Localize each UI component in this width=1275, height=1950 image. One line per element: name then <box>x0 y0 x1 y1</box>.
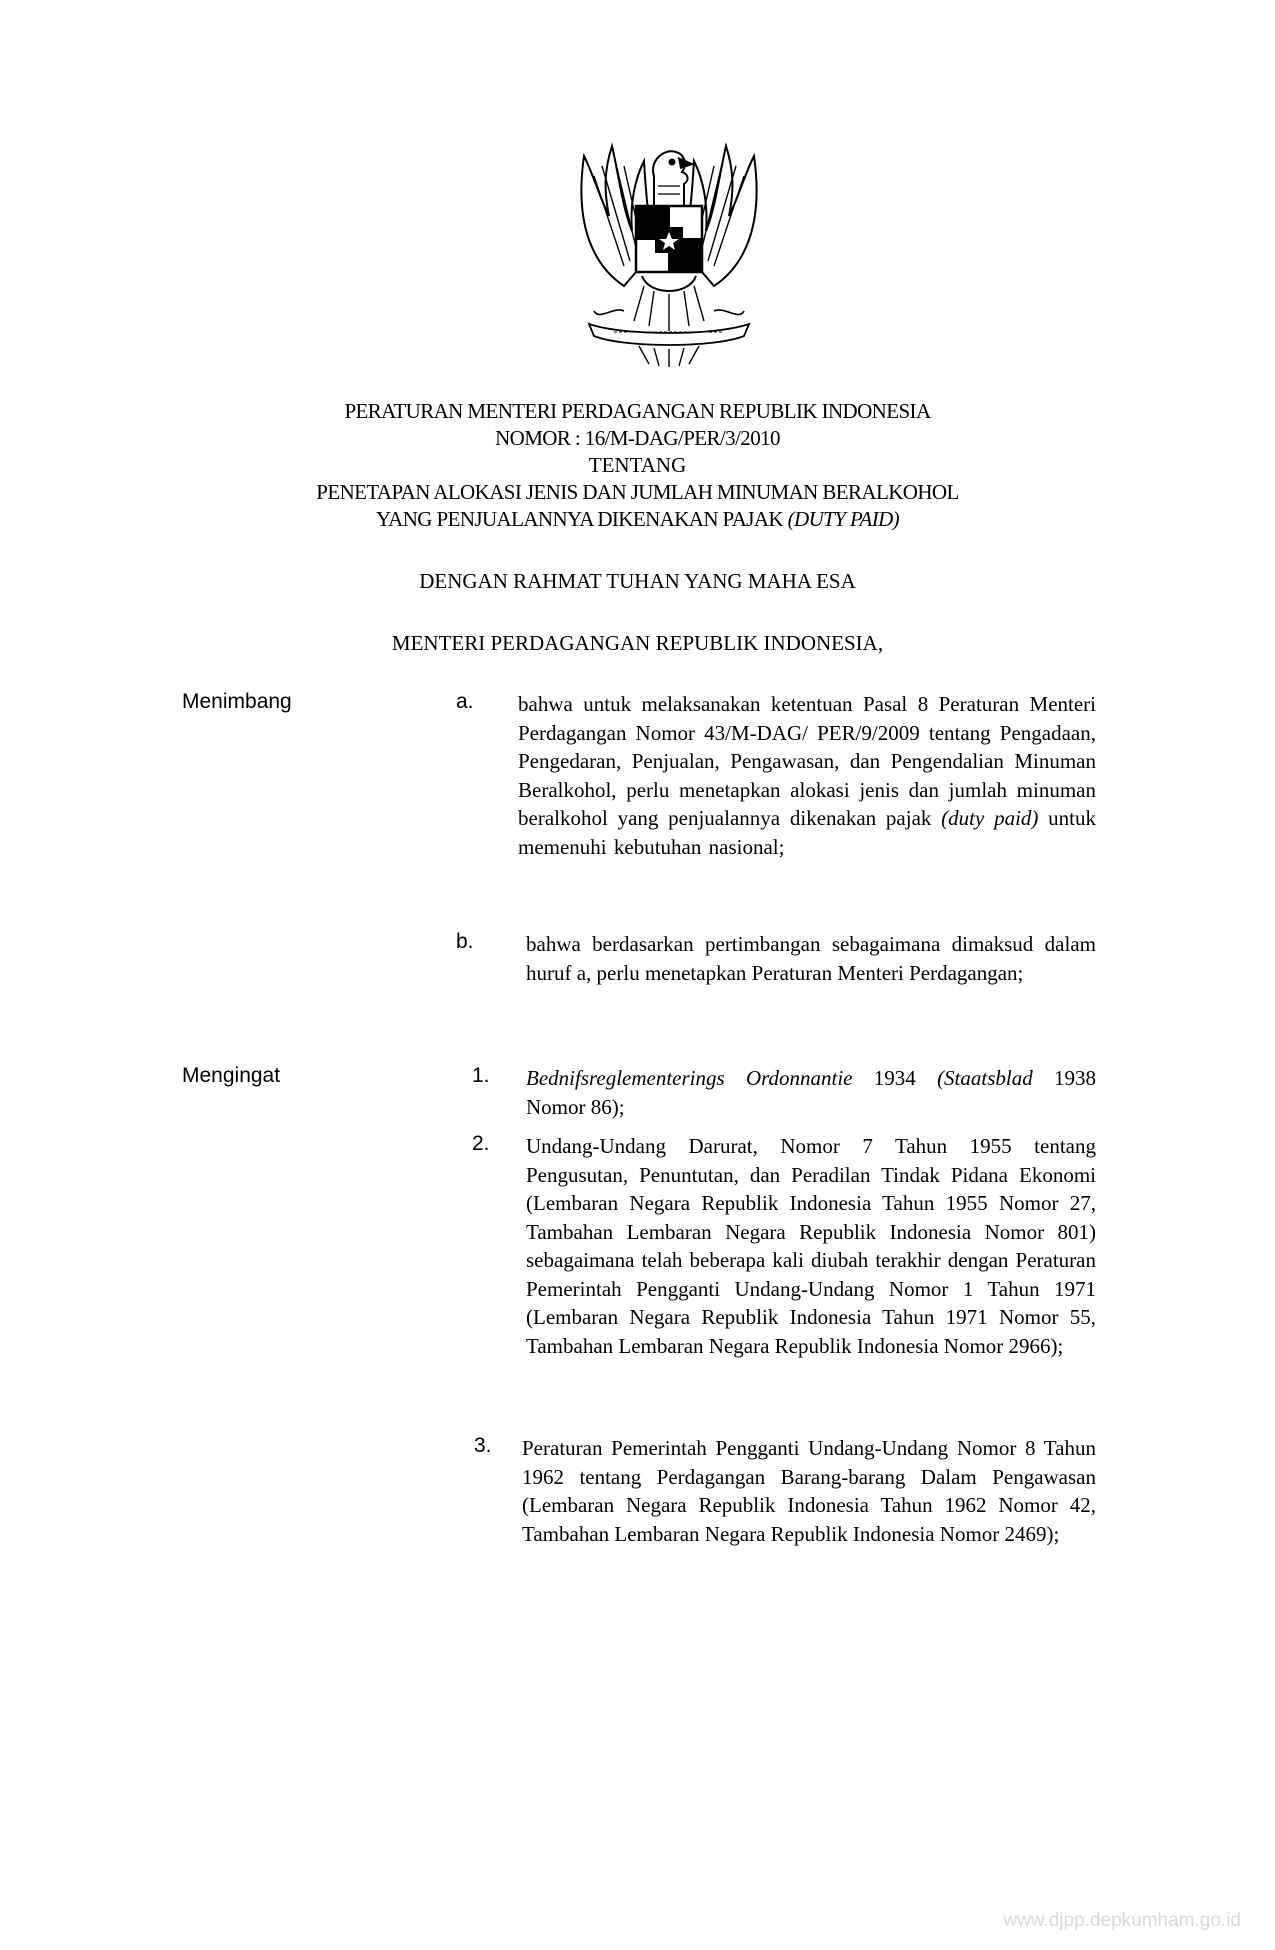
item-marker: 1. <box>472 1064 490 1087</box>
garuda-emblem-icon <box>554 136 784 368</box>
item-marker: 3. <box>474 1434 492 1457</box>
title-line-1: PERATURAN MENTERI PERDAGANGAN REPUBLIK INDONESIA <box>344 399 931 423</box>
title-line-5-prefix: YANG PENJUALANNYA DIKENAKAN PAJAK <box>375 507 788 531</box>
item-text-italic-1: Bednifsreglementerings Ordonnantie <box>526 1066 853 1090</box>
item-text-before: bahwa untuk melaksanakan ketentuan Pasal 8 Peraturan Menteri Perdagangan Nomor 43/M-DAG/ PER/9/2009 tentang Pengadaan, Pengedaran, Penjualan, Pengawasan, dan Pengendalian Minuman Beralkohol, perlu menetapkan alokasi jenis dan jumlah minuman beralkohol yang penjualannya dikenakan pajak <box>518 692 1096 830</box>
title-line-subject: PENETAPAN ALOKASI JENIS DAN JUMLAH MINUMAN BERALKOHOL <box>316 480 959 504</box>
source-url-watermark: www.djpp.depkumham.go.id <box>1003 1910 1241 1931</box>
item-text-after: 1938 Nomor 86); <box>526 1066 1097 1119</box>
item-text: Undang-Undang Darurat, Nomor 7 Tahun 1955 tentang Pengusutan, Penuntutan, dan Peradilan Tindak Pidana Ekonomi (Lembaran Negara Republik Indonesia Tahun 1955 Nomor 27, Tambahan Lembaran Negara Republik Indonesia Nomor 801) sebagaimana telah beberapa kali diubah terakhir dengan Peraturan Pemerintah Pengganti Undang-Undang Nomor 1 Tahun 1971 (Lembaran Negara Republik Indonesia Tahun 1971 Nomor 55, Tambahan Lembaran Negara Republik Indonesia Nomor 2966); <box>526 1134 1096 1358</box>
item-marker: a. <box>456 690 474 713</box>
item-text <box>526 1064 1096 1121</box>
title-line-subject-2 <box>0 506 1275 533</box>
item-marker: b. <box>456 930 474 953</box>
opening-phrase: DENGAN RAHMAT TUHAN YANG MAHA ESA <box>419 569 856 593</box>
menimbang-label: Menimbang <box>182 690 292 713</box>
title-line-tentang: TENTANG <box>588 453 687 477</box>
regulation-title-block <box>0 398 1275 533</box>
mengingat-label: Mengingat <box>182 1064 281 1087</box>
item-text-mid: 1934 <box>852 1066 938 1090</box>
title-line-number: NOMOR : 16/M-DAG/PER/3/2010 <box>495 426 780 450</box>
item-marker: 2. <box>472 1132 490 1155</box>
item-text: bahwa berdasarkan pertimbangan sebagaimana dimaksud dalam huruf a, perlu menetapkan Peraturan Menteri Perdagangan; <box>526 932 1096 985</box>
item-text-after: untuk memenuhi kebutuhan nasional; <box>518 806 1096 859</box>
minister-phrase: MENTERI PERDAGANGAN REPUBLIK INDONESIA, <box>391 631 884 655</box>
item-text: Peraturan Pemerintah Pengganti Undang-Undang Nomor 8 Tahun 1962 tentang Perdagangan Barang-barang Dalam Pengawasan (Lembaran Negara Republik Indonesia Tahun 1962 Nomor 42, Tambahan Lembaran Negara Republik Indonesia Nomor 2469); <box>522 1436 1096 1546</box>
item-text-italic-2: (Staatsblad <box>937 1066 1033 1090</box>
item-text <box>518 690 1096 861</box>
title-line-5-italic: (DUTY PAID) <box>787 507 900 531</box>
item-text-italic: (duty paid) <box>941 806 1039 830</box>
